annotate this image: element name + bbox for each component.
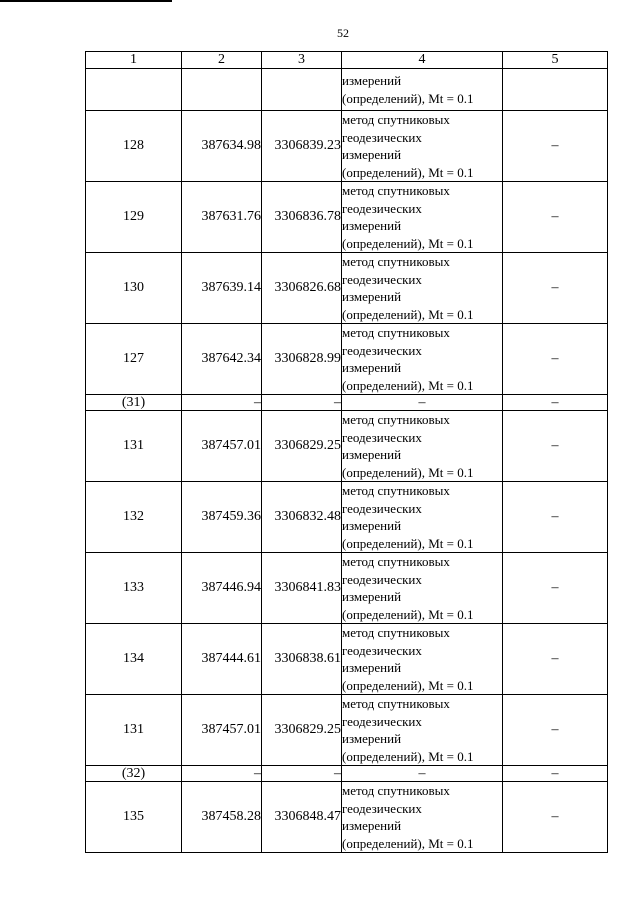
method-line: геодезических xyxy=(342,271,422,287)
table-row xyxy=(86,482,608,553)
cell-y: 3306836.78 xyxy=(262,182,342,253)
method-line: геодезических xyxy=(342,129,422,145)
method-line: измерений xyxy=(342,73,402,88)
cell-num: 130 xyxy=(86,253,182,324)
cell-method xyxy=(342,395,503,411)
cell-method xyxy=(342,553,503,624)
method-line: метод спутниковых xyxy=(342,325,450,340)
method-line: (определений), Mt = 0.1 xyxy=(342,306,474,322)
continuation-row xyxy=(86,69,608,111)
cell-method xyxy=(342,482,503,553)
table-row xyxy=(86,411,608,482)
method-line: метод спутниковых xyxy=(342,483,450,498)
header-cell-5: 5 xyxy=(503,52,608,69)
table-row xyxy=(86,324,608,395)
cell-num xyxy=(86,69,182,111)
cell-y: 3306838.61 xyxy=(262,624,342,695)
cell-method xyxy=(342,624,503,695)
method-line: (определений), Mt = 0.1 xyxy=(342,835,474,851)
cell-x: 387634.98 xyxy=(182,111,262,182)
cell-x: 387444.61 xyxy=(182,624,262,695)
method-line: – xyxy=(418,394,426,410)
cell-note: – xyxy=(503,782,608,853)
method-line: измерений xyxy=(342,589,402,604)
method-line: измерений xyxy=(342,818,402,833)
cell-x: 387458.28 xyxy=(182,782,262,853)
cell-method xyxy=(342,411,503,482)
cell-note: – xyxy=(503,766,608,782)
method-line: измерений xyxy=(342,518,402,533)
cell-method xyxy=(342,766,503,782)
method-line: геодезических xyxy=(342,571,422,587)
cell-x: 387457.01 xyxy=(182,411,262,482)
cell-num: (32) xyxy=(86,766,182,782)
method-line: метод спутниковых xyxy=(342,554,450,569)
method-line: измерений xyxy=(342,147,402,162)
method-line: (определений), Mt = 0.1 xyxy=(342,535,474,551)
cell-method xyxy=(342,324,503,395)
cell-x: 387639.14 xyxy=(182,253,262,324)
cell-y: 3306828.99 xyxy=(262,324,342,395)
method-line: геодезических xyxy=(342,429,422,445)
cell-method xyxy=(342,695,503,766)
cell-y: – xyxy=(262,766,342,782)
table-row xyxy=(86,253,608,324)
cell-method xyxy=(342,253,503,324)
cell-x: 387446.94 xyxy=(182,553,262,624)
method-line: метод спутниковых xyxy=(342,254,450,269)
header-row xyxy=(86,52,608,69)
page-number: 52 xyxy=(337,26,349,40)
cell-y: – xyxy=(262,395,342,411)
method-line: метод спутниковых xyxy=(342,625,450,640)
cell-x: 387457.01 xyxy=(182,695,262,766)
method-line: геодезических xyxy=(342,642,422,658)
cell-num: 132 xyxy=(86,482,182,553)
method-line: измерений xyxy=(342,660,402,675)
method-line: (определений), Mt = 0.1 xyxy=(342,748,474,764)
method-line: (определений), Mt = 0.1 xyxy=(342,606,474,622)
cell-y: 3306829.25 xyxy=(262,411,342,482)
cell-y xyxy=(262,69,342,111)
cell-num: 131 xyxy=(86,411,182,482)
method-line: (определений), Mt = 0.1 xyxy=(342,677,474,693)
cell-note: – xyxy=(503,324,608,395)
cell-x: 387459.36 xyxy=(182,482,262,553)
cell-y: 3306848.47 xyxy=(262,782,342,853)
method-line: (определений), Mt = 0.1 xyxy=(342,464,474,480)
cell-note: – xyxy=(503,253,608,324)
cell-x: – xyxy=(182,766,262,782)
method-line: (определений), Mt = 0.1 xyxy=(342,235,474,251)
cell-method xyxy=(342,69,503,111)
cell-note: – xyxy=(503,395,608,411)
cell-note: – xyxy=(503,624,608,695)
table-row xyxy=(86,111,608,182)
cell-y: 3306826.68 xyxy=(262,253,342,324)
cell-note: – xyxy=(503,182,608,253)
method-line: геодезических xyxy=(342,713,422,729)
cell-num: 134 xyxy=(86,624,182,695)
table-row xyxy=(86,782,608,853)
method-line: (определений), Mt = 0.1 xyxy=(342,164,474,180)
table-row xyxy=(86,695,608,766)
header-cell-3: 3 xyxy=(262,52,342,69)
cell-note xyxy=(503,69,608,111)
cell-method xyxy=(342,782,503,853)
method-line: метод спутниковых xyxy=(342,183,450,198)
cell-num: 127 xyxy=(86,324,182,395)
cell-y: 3306839.23 xyxy=(262,111,342,182)
cell-y: 3306829.25 xyxy=(262,695,342,766)
cell-method xyxy=(342,182,503,253)
method-line: метод спутниковых xyxy=(342,412,450,427)
method-line: – xyxy=(418,765,426,781)
table-row xyxy=(86,182,608,253)
cell-y: 3306841.83 xyxy=(262,553,342,624)
cell-note: – xyxy=(503,111,608,182)
contour-separator-row xyxy=(86,395,608,411)
method-line: геодезических xyxy=(342,342,422,358)
table-row xyxy=(86,624,608,695)
method-line: геодезических xyxy=(342,500,422,516)
method-line: геодезических xyxy=(342,200,422,216)
method-line: измерений xyxy=(342,289,402,304)
coordinates-table xyxy=(85,51,608,853)
cell-num: 135 xyxy=(86,782,182,853)
top-rule xyxy=(0,0,172,2)
table-row xyxy=(86,553,608,624)
method-line: геодезических xyxy=(342,800,422,816)
cell-num: (31) xyxy=(86,395,182,411)
cell-note: – xyxy=(503,553,608,624)
method-line: измерений xyxy=(342,447,402,462)
cell-note: – xyxy=(503,695,608,766)
cell-note: – xyxy=(503,482,608,553)
cell-x xyxy=(182,69,262,111)
header-cell-2: 2 xyxy=(182,52,262,69)
cell-num: 128 xyxy=(86,111,182,182)
method-line: метод спутниковых xyxy=(342,783,450,798)
method-line: метод спутниковых xyxy=(342,696,450,711)
cell-x: – xyxy=(182,395,262,411)
method-line: (определений), Mt = 0.1 xyxy=(342,90,474,106)
cell-num: 129 xyxy=(86,182,182,253)
header-cell-1: 1 xyxy=(86,52,182,69)
method-line: измерений xyxy=(342,731,402,746)
cell-y: 3306832.48 xyxy=(262,482,342,553)
method-line: (определений), Mt = 0.1 xyxy=(342,377,474,393)
cell-num: 131 xyxy=(86,695,182,766)
cell-num: 133 xyxy=(86,553,182,624)
cell-method xyxy=(342,111,503,182)
cell-x: 387642.34 xyxy=(182,324,262,395)
cell-note: – xyxy=(503,411,608,482)
contour-separator-row xyxy=(86,766,608,782)
cell-x: 387631.76 xyxy=(182,182,262,253)
method-line: измерений xyxy=(342,360,402,375)
header-cell-4: 4 xyxy=(342,52,503,69)
method-line: измерений xyxy=(342,218,402,233)
method-line: метод спутниковых xyxy=(342,112,450,127)
